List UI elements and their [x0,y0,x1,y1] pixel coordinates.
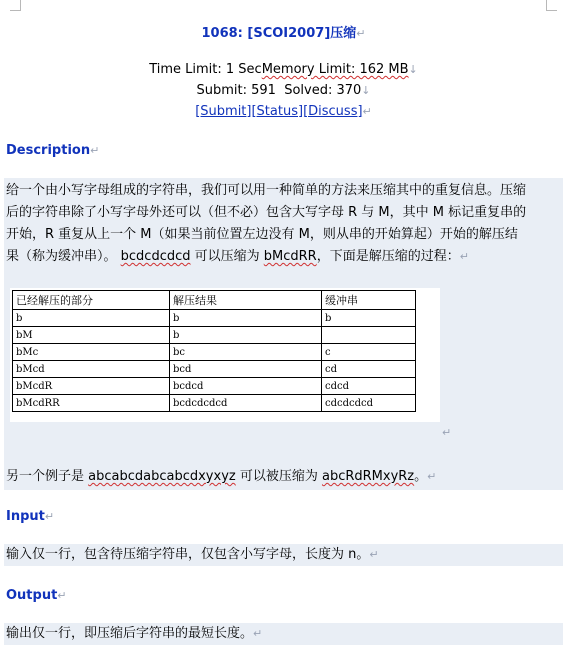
submit-count: Submit: 591 [196,83,276,98]
table-cell [322,327,416,344]
problem-title: 1068: [SCOI2007]压缩↵ [201,26,366,41]
table-cell: bcdcd [170,378,322,395]
table-cell: bcd [170,361,322,378]
table-cell: bMc [13,344,170,361]
table-cell: bMcdR [13,378,170,395]
table-cell: cdcdcdcd [322,395,416,412]
table-row [13,344,416,361]
example-compressed: bMcdRR [263,249,317,264]
table-cell: bM [13,327,170,344]
table-header-row [13,291,416,310]
table-row [13,327,416,344]
solved-count: Solved: 370 [284,83,362,98]
table-cell: bcdcdcdcd [170,395,322,412]
table-cell: b [170,327,322,344]
table-row [13,310,416,327]
time-limit: Time Limit: 1 Sec [149,62,262,77]
example-string: abcabcdabcabcdxyxyz [88,469,236,484]
table-cell: b [170,310,322,327]
description-line: 开始，R 重复从上一个 M（如果当前位置左边没有 M，则从串的开始算起）开始的解压结 [6,227,518,242]
column-header: 已经解压的部分 [13,291,170,310]
stats-line: Submit: 591 Solved: 370↓ [196,83,371,98]
table-row [13,378,416,395]
table-cell: bMcd [13,361,170,378]
page-corner-mark [10,0,21,11]
second-example: 另一个例子是 abcabcdabcabcdxyxyz 可以被压缩为 abcRdRMxyRz。↵ [6,469,437,484]
table-cell: cd [322,361,416,378]
description-line: 给一个由小写字母组成的字符串，我们可以用一种简单的方法来压缩其中的重复信息。压缩 [6,183,527,198]
output-text: 输出仅一行，即压缩后字符串的最短长度。↵ [6,626,263,641]
decompression-table [12,290,416,412]
limits-line: Time Limit: 1 SecMemory Limit: 162 MB↓ [149,62,418,77]
description-heading: Description↵ [6,143,100,158]
page-corner-mark [546,0,557,11]
paragraph-mark: ↵ [442,426,452,439]
links-line: [Submit][Status][Discuss]↵ [195,104,372,119]
description-line: 果（称为缓冲串）。 bcdcdcdcd 可以压缩为 bMcdRR，下面是解压缩的过程：↵ [6,249,469,264]
table-cell: bc [170,344,322,361]
output-heading: Output↵ [6,588,67,603]
example-string: bcdcdcdcd [120,249,191,264]
description-text [6,180,561,268]
input-heading: Input↵ [6,509,55,524]
column-header: 缓冲串 [322,291,416,310]
table-cell: b [322,310,416,327]
column-header: 解压结果 [170,291,322,310]
table-row [13,361,416,378]
input-text: 输入仅一行，包含待压缩字符串，仅包含小写字母，长度为 n。↵ [6,547,379,562]
table-cell: cdcd [322,378,416,395]
status-link[interactable]: [Status] [251,104,304,119]
discuss-link[interactable]: [Discuss] [303,104,363,119]
table-row [13,395,416,412]
memory-limit: Memory Limit: 162 MB [261,62,409,77]
table-cell: c [322,344,416,361]
table-cell: b [13,310,170,327]
submit-link[interactable]: [Submit] [195,104,252,119]
table-cell: bMcdRR [13,395,170,412]
example-compressed: abcRdRMxyRz [321,469,415,484]
description-line: 后的字符串除了小写字母外还可以（但不必）包含大写字母 R 与 M，其中 M 标记重复串的 [6,205,527,220]
